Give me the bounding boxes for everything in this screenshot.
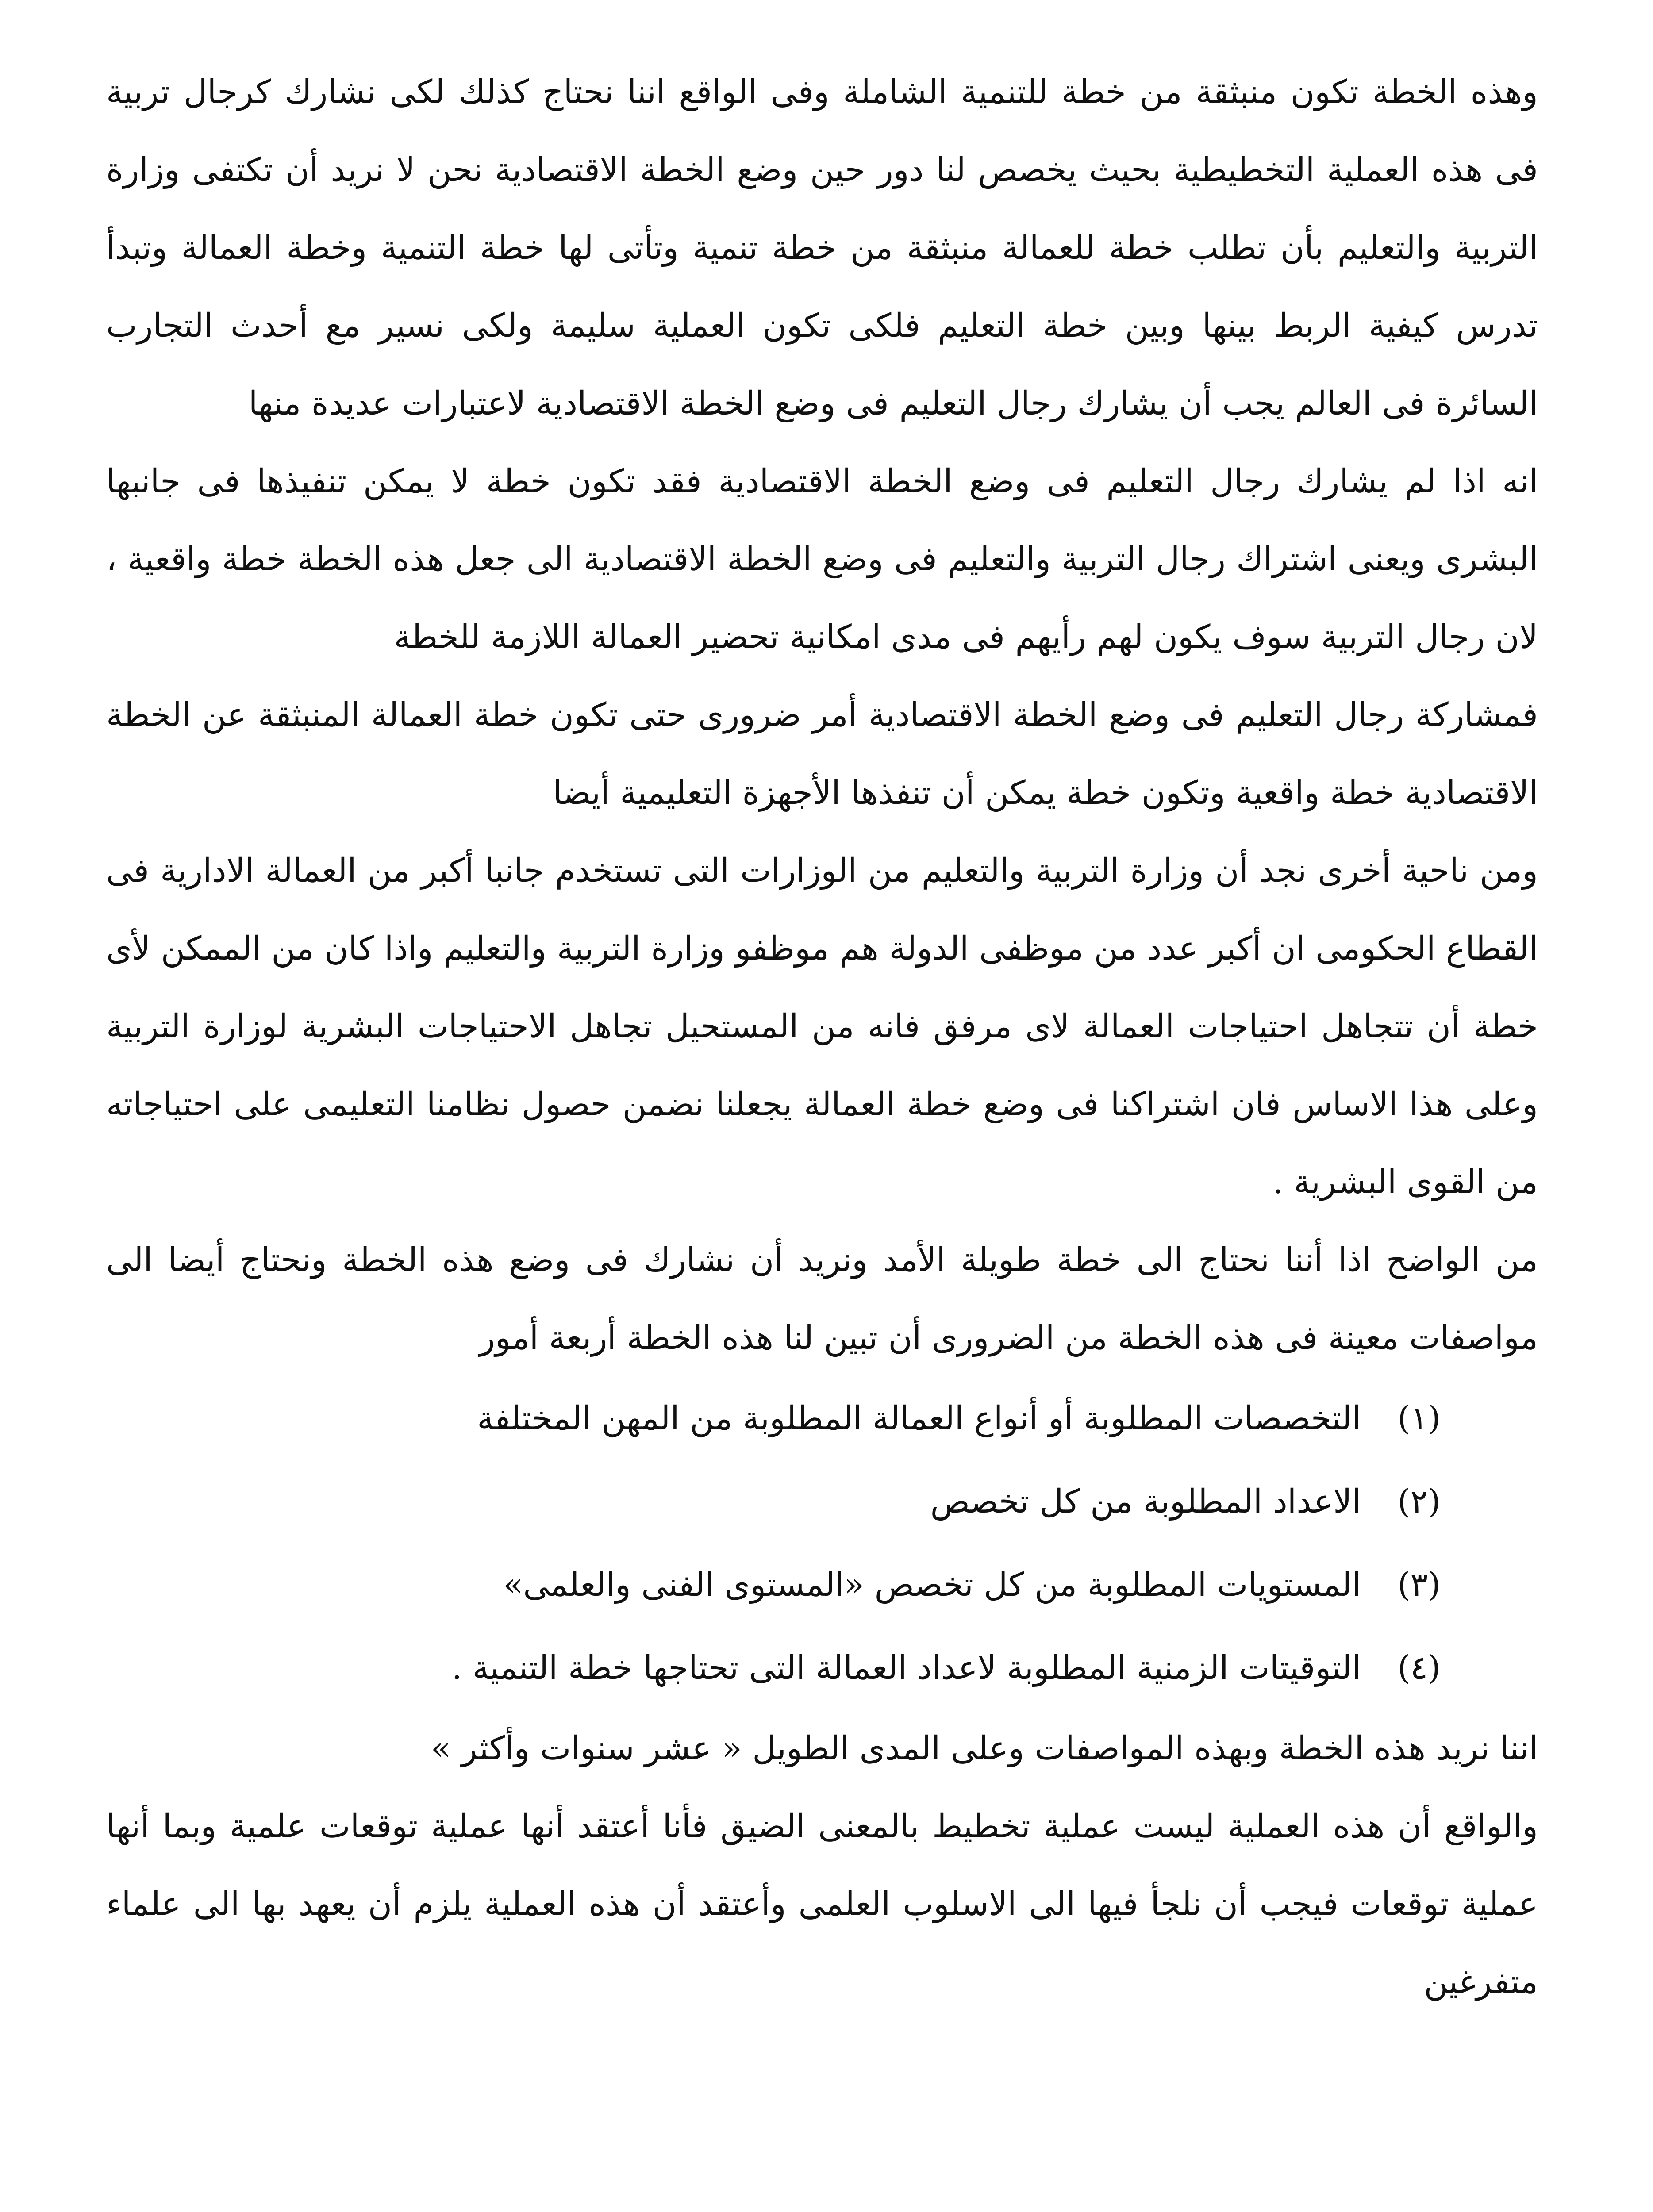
list-item-number: (١) — [1397, 1399, 1441, 1437]
numbered-list — [106, 1377, 1538, 1709]
paragraph-4: ومن ناحية أخرى نجد أن وزارة التربية والتعليم من الوزارات التى تستخدم جانبا أكبر من العمالة الادارية فى القطاع الحكومى ان أكبر عدد من موظفى الدولة هم موظفو وزارة التربية والتعليم واذا كان من الممكن لأى خطة أن تتجاهل احتياجات العمالة لاى مرفق فانه من المستحيل تجاهل الاحتياجات البشرية لوزارة التربية وعلى هذا الاساس فان اشتراكنا فى وضع خطة العمالة يجعلنا نضمن حصول نظامنا التعليمى على احتياجاته من القوى البشرية . — [106, 852, 1538, 1201]
list-item-text: الاعداد المطلوبة من كل تخصص — [930, 1482, 1361, 1521]
list-item — [106, 1626, 1441, 1709]
paragraph-2: انه اذا لم يشارك رجال التعليم فى وضع الخطة الاقتصادية فقد تكون خطة لا يمكن تنفيذها فى جانبها البشرى ويعنى اشتراك رجال التربية والتعليم فى وضع الخطة الاقتصادية الى جعل هذه الخطة خطة واقعية ، لان رجال التربية سوف يكون لهم رأيهم فى مدى امكانية تحضير العمالة اللازمة للخطة — [106, 462, 1538, 656]
list-item — [106, 1543, 1441, 1626]
list-item-text: التوقيتات الزمنية المطلوبة لاعداد العمالة التى تحتاجها خطة التنمية . — [451, 1649, 1361, 1687]
list-item — [106, 1377, 1441, 1460]
paragraph-1: وهذه الخطة تكون منبثقة من خطة للتنمية الشاملة وفى الواقع اننا نحتاج كذلك لكى نشارك كرجال تربية فى هذه العملية التخطيطية بحيث يخصص لنا دور حين وضع الخطة الاقتصادية نحن لا نريد أن تكتفى وزارة التربية والتعليم بأن تطلب خطة للعمالة منبثقة من خطة تنمية وتأتى لها خطة التنمية وخطة العمالة وتبدأ تدرس كيفية الربط بينها وبين خطة التعليم فلكى تكون العملية سليمة ولكى نسير مع أحدث التجارب السائرة فى العالم يجب أن يشارك رجال التعليم فى وضع الخطة الاقتصادية لاعتبارات عديدة منها — [106, 73, 1538, 422]
list-item — [106, 1460, 1441, 1543]
list-item-number: (٢) — [1397, 1482, 1441, 1521]
list-item-number: (٤) — [1397, 1649, 1441, 1687]
list-item-number: (٣) — [1397, 1566, 1441, 1604]
page-body — [106, 53, 1538, 2021]
list-item-text: التخصصات المطلوبة أو أنواع العمالة المطلوبة من المهن المختلفة — [477, 1399, 1361, 1437]
paragraph-5: من الواضح اذا أننا نحتاج الى خطة طويلة الأمد ونريد أن نشارك فى وضع هذه الخطة ونحتاج أيضا الى مواصفات معينة فى هذه الخطة من الضرورى أن تبين لنا هذه الخطة أربعة أمور — [106, 1241, 1538, 1357]
list-item-text: المستويات المطلوبة من كل تخصص «المستوى الفنى والعلمى» — [503, 1566, 1361, 1604]
paragraph-6: اننا نريد هذه الخطة وبهذه المواصفات وعلى المدى الطويل « عشر سنوات وأكثر » — [431, 1729, 1538, 1767]
paragraph-7: والواقع أن هذه العملية ليست عملية تخطيط بالمعنى الضيق فأنا أعتقد أنها عملية توقعات علمية وبما أنها عملية توقعات فيجب أن نلجأ فيها الى الاسلوب العلمى وأعتقد أن هذه العملية يلزم أن يعهد بها الى علماء متفرغين — [106, 1807, 1538, 2001]
paragraph-3: فمشاركة رجال التعليم فى وضع الخطة الاقتصادية أمر ضرورى حتى تكون خطة العمالة المنبثقة عن الخطة الاقتصادية خطة واقعية وتكون خطة يمكن أن تنفذها الأجهزة التعليمية أيضا — [106, 696, 1538, 812]
